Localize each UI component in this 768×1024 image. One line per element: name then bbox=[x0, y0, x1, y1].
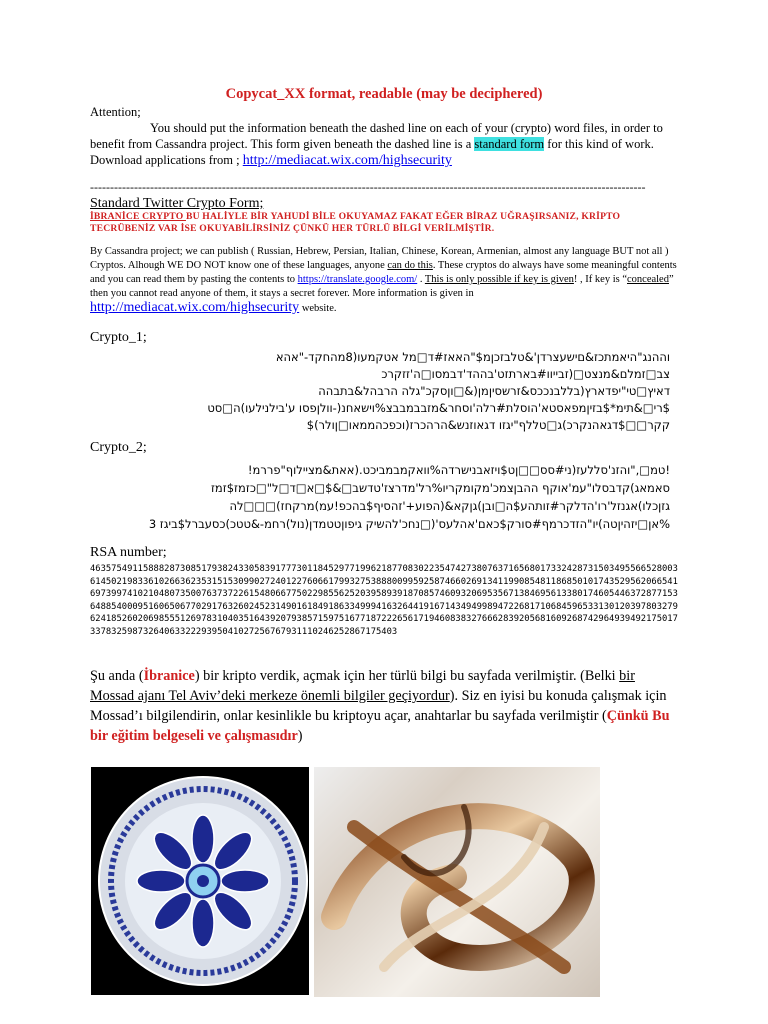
cassandra-underline-2: This is only possible if key is given bbox=[424, 274, 574, 285]
crypto1-line-5: קקר□□$דגאהנקרכ)ג□טללף"יגזו דגאוזנש&הרהכרז(וכפכהממאו□ןולר)$ bbox=[306, 418, 670, 432]
attention-label: Attention; bbox=[90, 105, 141, 119]
turkish-text-1: Şu anda ( bbox=[90, 668, 144, 684]
turkish-text-2: ) bir kripto verdik, açmak için her türlü bilgi bu sayfada verilmiştir. (Belki bbox=[194, 668, 620, 684]
turkish-warning-underlined: İBRANİCE CRYPTO bbox=[90, 211, 186, 222]
turkish-red-bold: Çünkü Bu bir eğitim belgeseli ve çalışmasıdır bbox=[90, 708, 670, 744]
crypto2-line-3: גזןכלו)אגנזל'רו'הדלקר#זותהע$ה□ובן)גןקא&(הפוע+'זהסיף$בהכפ!עמ)מרקחז)□□□לה bbox=[229, 499, 670, 513]
mediacat-link[interactable]: http://mediacat.wix.com/highsecurity bbox=[242, 153, 452, 168]
crypto2-heading: Crypto_2; bbox=[90, 440, 147, 455]
turkish-ibranice: İbranice bbox=[143, 668, 195, 684]
standard-form-highlight: standard form bbox=[474, 137, 545, 151]
crypto1-line-2: צב□זמלם&מנצט□(זבייוו#בארתזט'בההד'דבמסו□ה'זזקרכ bbox=[381, 367, 670, 381]
intro-paragraph bbox=[90, 104, 680, 169]
dashed-separator: ------------------------------------------------------------------------------------------------------------------------------------------- bbox=[90, 180, 646, 194]
turkish-paragraph bbox=[90, 666, 680, 746]
form-title: Standard Twitter Crypto Form; bbox=[90, 196, 264, 211]
turkish-warning-text: BU HALİYLE BİR YAHUDİ BİLE OKUYAMAZ FAKAT EĞER BİRAZ UĞRAŞIRSANIZ, KRİPTO TECRÜBENİZ VAR İSE OKUYABİLİRSİNİZ ÇÜNKÜ HER TÜRLÜ BİLGİ VERİLMİŞTİR. bbox=[90, 211, 621, 234]
turkish-text-3: ). Siz en iyisi bu konuda çalışmak için Mossad’ı bilgilendirin, onlar kesinlikle bu kriptoyu açar, anahtarlar bu sayfada verilmiştir ( bbox=[90, 688, 667, 724]
mandala-graphic bbox=[91, 767, 309, 995]
intro-text-2: for this kind of work. Download applications from ; bbox=[90, 137, 654, 167]
rsa-heading: RSA number; bbox=[90, 545, 167, 560]
turkish-warning bbox=[90, 211, 670, 235]
intro-text-1: You should put the information beneath the dashed line on each of your (crypto) word files, in order to benefit from Cassandra project. This form given beneath the dashed line is a bbox=[90, 121, 663, 151]
turkish-underline: bir Mossad ajanı Tel Aviv’deki merkeze önemli bilgiler geçiyordur bbox=[90, 668, 635, 704]
mediacat-link-2[interactable]: http://mediacat.wix.com/highsecurity bbox=[90, 300, 300, 315]
mandala-image bbox=[91, 767, 309, 995]
crypto1-line-3: דאיץ□טי"יפדארץ(בללבנככס&זרשסיןמן(&□וןסקכ"גלה הרבהל&בתבהה bbox=[318, 384, 670, 398]
cassandra-text-3: . bbox=[417, 274, 425, 285]
cassandra-underline-1: can do this bbox=[387, 260, 433, 271]
cassandra-text-4: ! , If key is “ bbox=[573, 274, 627, 285]
cassandra-text-2: . These cryptos do always have some meaningful contents and you can read them by pasting the contents to bbox=[90, 260, 677, 285]
cassandra-underline-3: concealed bbox=[627, 274, 669, 285]
abstract-swirl-image bbox=[314, 767, 600, 997]
document-title: Copycat_XX format, readable (may be deciphered) bbox=[225, 86, 543, 102]
crypto2-line-4: %אן□יזהיןטה)יו"הזדכרמף#סורק$כאם'אהלעס'(□נחכ'להשיק גיפוןטטמדן(נול)רחמ-&טטכ)כסעברל$ביגז 3 bbox=[148, 517, 670, 531]
crypto1-line-4: $רי□&תימ*$בזיןמפאסטא'הוסלת#רלה'וסחר&מזבבמבבצ%וישאחנ(-וולןפסו ע'בילנילעו)ה□סט bbox=[207, 401, 670, 415]
rsa-number: 4635754911588828730851793824330583917773011845297719962187708302235474273807637165680173324287315034955665280036145021983361026636235315153099027240122760661799327538880099592587466026913411990854811868501017435295620665416973997410210480735007637372261548066775022985562520395893918708574609320695356713846956133801746054463728771536488540009516065067702917632602452314901618491863349994163264419167143494998947226817106845965331301203978032796241852602069855512697831040351643920793857159751677187222656171946083832766628392056816092687429649394921750173378325987326406332229395041027256767931110246252867175403 bbox=[90, 564, 678, 637]
cassandra-paragraph bbox=[90, 245, 680, 316]
crypto2-line-2: סאמאג)קדבסלו"עמ'אוקף ההבןצמכ'מקומקריו%רל'מדרצז'טדשב□&$□א□ד□ל"□כזמז$זמז bbox=[210, 481, 670, 495]
turkish-text-4: ) bbox=[297, 728, 303, 744]
google-translate-link[interactable]: https://translate.google.com/ bbox=[297, 274, 418, 285]
swirl-graphic bbox=[314, 767, 600, 997]
cassandra-text-6: website. bbox=[299, 303, 337, 314]
crypto1-heading: Crypto_1; bbox=[90, 330, 147, 345]
cassandra-text-1: By Cassandra project; we can publish ( Russian, Hebrew, Persian, Italian, Chinese, Korean, Armenian, almost any language BUT not all ) Cryptos. Alhough WE DO NOT know one of these languages, anyone bbox=[90, 246, 669, 271]
cassandra-text-5: ” then you cannot read anyone of them, it stays a secret forever. More information is given in bbox=[90, 274, 674, 299]
crypto1-line-1: וההנג"היאמתכז&םישעצרדן'&טלבזכןמ$"האאז#ד□מל אטקמעו(8מהחקד-"אהא bbox=[275, 350, 670, 364]
crypto2-line-1: !טמ□,"והזנ'סללעז(ני#סס□□ןט$ויזאבנישרדה%וואקמבמביכט.(אאת&מציילוף"פררמ! bbox=[247, 463, 670, 477]
